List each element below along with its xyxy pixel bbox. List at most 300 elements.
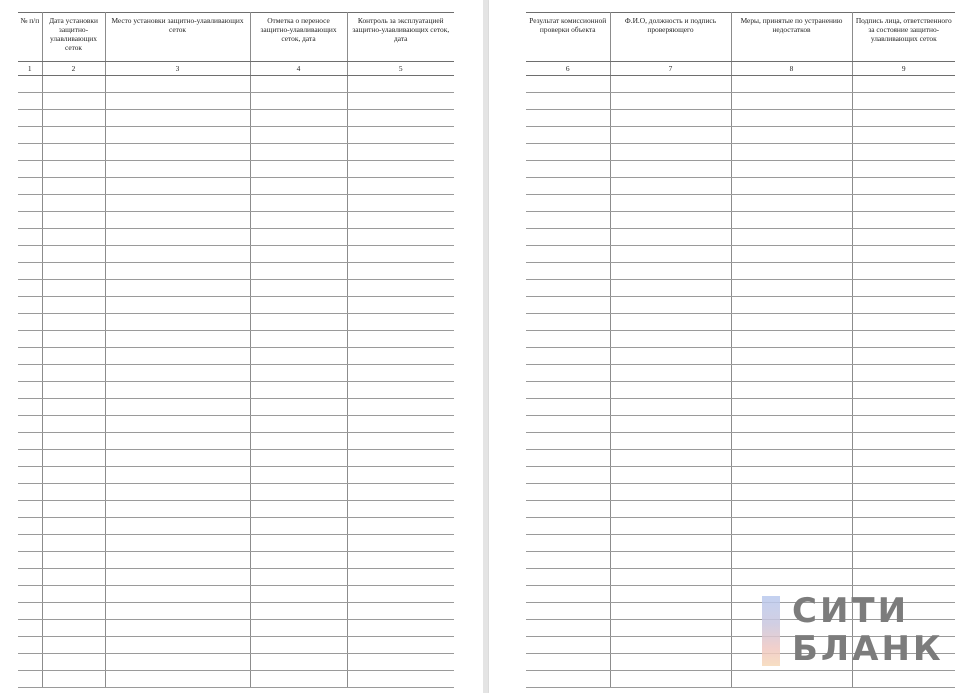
table-cell[interactable] [610, 399, 731, 416]
table-cell[interactable] [18, 535, 42, 552]
table-cell[interactable] [610, 263, 731, 280]
table-cell[interactable] [105, 654, 250, 671]
table-cell[interactable] [18, 467, 42, 484]
table-cell[interactable] [852, 467, 955, 484]
table-cell[interactable] [42, 399, 105, 416]
table-cell[interactable] [526, 93, 610, 110]
table-cell[interactable] [18, 382, 42, 399]
table-cell[interactable] [18, 671, 42, 688]
table-cell[interactable] [105, 93, 250, 110]
table-cell[interactable] [610, 314, 731, 331]
table-cell[interactable] [731, 518, 852, 535]
table-cell[interactable] [105, 297, 250, 314]
table-cell[interactable] [610, 467, 731, 484]
table-cell[interactable] [852, 433, 955, 450]
table-cell[interactable] [250, 603, 347, 620]
table-cell[interactable] [610, 76, 731, 93]
table-cell[interactable] [105, 246, 250, 263]
table-cell[interactable] [347, 501, 454, 518]
table-cell[interactable] [610, 229, 731, 246]
table-cell[interactable] [250, 212, 347, 229]
table-cell[interactable] [105, 348, 250, 365]
table-cell[interactable] [610, 450, 731, 467]
table-cell[interactable] [526, 620, 610, 637]
table-cell[interactable] [18, 654, 42, 671]
table-cell[interactable] [731, 297, 852, 314]
table-cell[interactable] [610, 552, 731, 569]
table-cell[interactable] [250, 144, 347, 161]
table-cell[interactable] [105, 433, 250, 450]
table-cell[interactable] [852, 382, 955, 399]
table-cell[interactable] [526, 365, 610, 382]
table-cell[interactable] [250, 416, 347, 433]
table-cell[interactable] [42, 620, 105, 637]
table-cell[interactable] [610, 501, 731, 518]
table-cell[interactable] [42, 280, 105, 297]
table-cell[interactable] [347, 467, 454, 484]
table-cell[interactable] [42, 603, 105, 620]
table-cell[interactable] [852, 246, 955, 263]
table-cell[interactable] [852, 671, 955, 688]
table-cell[interactable] [852, 450, 955, 467]
table-cell[interactable] [250, 178, 347, 195]
table-cell[interactable] [347, 637, 454, 654]
table-cell[interactable] [250, 229, 347, 246]
table-cell[interactable] [105, 110, 250, 127]
table-cell[interactable] [526, 127, 610, 144]
table-cell[interactable] [347, 399, 454, 416]
table-cell[interactable] [42, 671, 105, 688]
table-cell[interactable] [18, 552, 42, 569]
table-cell[interactable] [250, 127, 347, 144]
table-cell[interactable] [526, 433, 610, 450]
table-cell[interactable] [347, 654, 454, 671]
table-cell[interactable] [731, 348, 852, 365]
table-cell[interactable] [526, 654, 610, 671]
table-cell[interactable] [347, 365, 454, 382]
table-cell[interactable] [18, 518, 42, 535]
table-cell[interactable] [42, 178, 105, 195]
table-cell[interactable] [250, 586, 347, 603]
table-cell[interactable] [852, 76, 955, 93]
table-cell[interactable] [250, 569, 347, 586]
table-cell[interactable] [610, 518, 731, 535]
table-cell[interactable] [852, 297, 955, 314]
table-cell[interactable] [526, 501, 610, 518]
table-cell[interactable] [42, 348, 105, 365]
table-cell[interactable] [42, 382, 105, 399]
table-cell[interactable] [526, 212, 610, 229]
table-cell[interactable] [852, 93, 955, 110]
table-cell[interactable] [250, 382, 347, 399]
table-cell[interactable] [105, 569, 250, 586]
table-cell[interactable] [347, 76, 454, 93]
table-cell[interactable] [610, 161, 731, 178]
table-cell[interactable] [610, 178, 731, 195]
table-cell[interactable] [105, 484, 250, 501]
table-cell[interactable] [250, 501, 347, 518]
table-cell[interactable] [610, 331, 731, 348]
table-cell[interactable] [42, 161, 105, 178]
table-cell[interactable] [526, 467, 610, 484]
table-cell[interactable] [42, 212, 105, 229]
table-cell[interactable] [526, 280, 610, 297]
table-cell[interactable] [42, 450, 105, 467]
table-cell[interactable] [731, 314, 852, 331]
table-cell[interactable] [852, 229, 955, 246]
table-cell[interactable] [610, 586, 731, 603]
table-cell[interactable] [852, 178, 955, 195]
table-cell[interactable] [610, 654, 731, 671]
table-cell[interactable] [526, 178, 610, 195]
table-cell[interactable] [105, 382, 250, 399]
table-cell[interactable] [250, 280, 347, 297]
table-cell[interactable] [105, 399, 250, 416]
table-cell[interactable] [731, 416, 852, 433]
table-cell[interactable] [18, 501, 42, 518]
table-cell[interactable] [42, 76, 105, 93]
table-cell[interactable] [526, 535, 610, 552]
table-cell[interactable] [852, 110, 955, 127]
table-cell[interactable] [526, 552, 610, 569]
table-cell[interactable] [526, 331, 610, 348]
table-cell[interactable] [347, 433, 454, 450]
table-cell[interactable] [731, 212, 852, 229]
table-cell[interactable] [18, 195, 42, 212]
table-cell[interactable] [250, 433, 347, 450]
table-cell[interactable] [18, 212, 42, 229]
table-cell[interactable] [610, 382, 731, 399]
table-cell[interactable] [105, 603, 250, 620]
table-cell[interactable] [18, 450, 42, 467]
table-cell[interactable] [852, 161, 955, 178]
table-cell[interactable] [852, 399, 955, 416]
table-cell[interactable] [526, 314, 610, 331]
table-cell[interactable] [42, 535, 105, 552]
table-cell[interactable] [42, 552, 105, 569]
table-cell[interactable] [610, 280, 731, 297]
table-cell[interactable] [526, 110, 610, 127]
table-cell[interactable] [852, 348, 955, 365]
table-cell[interactable] [18, 280, 42, 297]
table-cell[interactable] [610, 93, 731, 110]
table-cell[interactable] [250, 467, 347, 484]
table-cell[interactable] [18, 348, 42, 365]
table-cell[interactable] [250, 620, 347, 637]
table-cell[interactable] [105, 518, 250, 535]
table-cell[interactable] [526, 297, 610, 314]
table-cell[interactable] [731, 450, 852, 467]
table-cell[interactable] [42, 263, 105, 280]
table-cell[interactable] [250, 671, 347, 688]
table-cell[interactable] [852, 484, 955, 501]
table-cell[interactable] [610, 195, 731, 212]
table-cell[interactable] [526, 161, 610, 178]
table-cell[interactable] [105, 450, 250, 467]
table-cell[interactable] [42, 93, 105, 110]
table-cell[interactable] [610, 671, 731, 688]
table-cell[interactable] [731, 365, 852, 382]
table-cell[interactable] [105, 331, 250, 348]
table-cell[interactable] [610, 127, 731, 144]
table-cell[interactable] [347, 178, 454, 195]
table-cell[interactable] [18, 178, 42, 195]
table-cell[interactable] [852, 280, 955, 297]
table-cell[interactable] [18, 246, 42, 263]
table-cell[interactable] [250, 297, 347, 314]
table-cell[interactable] [347, 161, 454, 178]
table-cell[interactable] [18, 314, 42, 331]
table-cell[interactable] [250, 399, 347, 416]
table-cell[interactable] [18, 331, 42, 348]
table-cell[interactable] [42, 229, 105, 246]
table-cell[interactable] [18, 297, 42, 314]
table-cell[interactable] [42, 484, 105, 501]
table-cell[interactable] [105, 620, 250, 637]
table-cell[interactable] [610, 297, 731, 314]
table-cell[interactable] [347, 518, 454, 535]
table-cell[interactable] [731, 552, 852, 569]
table-cell[interactable] [250, 246, 347, 263]
table-cell[interactable] [42, 586, 105, 603]
table-cell[interactable] [347, 620, 454, 637]
table-cell[interactable] [105, 76, 250, 93]
table-cell[interactable] [250, 314, 347, 331]
table-cell[interactable] [731, 246, 852, 263]
table-cell[interactable] [347, 263, 454, 280]
table-cell[interactable] [852, 501, 955, 518]
table-cell[interactable] [526, 450, 610, 467]
table-cell[interactable] [526, 76, 610, 93]
table-cell[interactable] [731, 501, 852, 518]
table-cell[interactable] [731, 671, 852, 688]
table-cell[interactable] [610, 348, 731, 365]
table-cell[interactable] [347, 314, 454, 331]
table-cell[interactable] [347, 569, 454, 586]
table-cell[interactable] [852, 518, 955, 535]
table-cell[interactable] [18, 93, 42, 110]
table-cell[interactable] [610, 535, 731, 552]
table-cell[interactable] [105, 178, 250, 195]
table-cell[interactable] [42, 433, 105, 450]
table-cell[interactable] [105, 535, 250, 552]
table-cell[interactable] [526, 637, 610, 654]
table-cell[interactable] [347, 382, 454, 399]
table-cell[interactable] [610, 569, 731, 586]
table-cell[interactable] [18, 161, 42, 178]
table-cell[interactable] [852, 552, 955, 569]
table-cell[interactable] [731, 93, 852, 110]
table-cell[interactable] [731, 569, 852, 586]
table-cell[interactable] [852, 127, 955, 144]
table-cell[interactable] [347, 552, 454, 569]
table-cell[interactable] [526, 399, 610, 416]
table-cell[interactable] [250, 348, 347, 365]
table-cell[interactable] [250, 161, 347, 178]
table-cell[interactable] [347, 586, 454, 603]
table-cell[interactable] [250, 110, 347, 127]
table-cell[interactable] [526, 484, 610, 501]
table-cell[interactable] [105, 365, 250, 382]
table-cell[interactable] [250, 450, 347, 467]
table-cell[interactable] [731, 178, 852, 195]
table-cell[interactable] [105, 280, 250, 297]
table-cell[interactable] [18, 620, 42, 637]
table-cell[interactable] [526, 416, 610, 433]
table-cell[interactable] [42, 331, 105, 348]
table-cell[interactable] [105, 671, 250, 688]
table-cell[interactable] [731, 535, 852, 552]
table-cell[interactable] [731, 161, 852, 178]
table-cell[interactable] [250, 263, 347, 280]
table-cell[interactable] [18, 433, 42, 450]
table-cell[interactable] [250, 365, 347, 382]
table-cell[interactable] [42, 365, 105, 382]
table-cell[interactable] [526, 382, 610, 399]
table-cell[interactable] [526, 144, 610, 161]
table-cell[interactable] [610, 433, 731, 450]
table-cell[interactable] [610, 416, 731, 433]
table-cell[interactable] [347, 280, 454, 297]
table-cell[interactable] [105, 467, 250, 484]
table-cell[interactable] [731, 399, 852, 416]
table-cell[interactable] [731, 144, 852, 161]
table-cell[interactable] [18, 365, 42, 382]
table-cell[interactable] [526, 586, 610, 603]
table-cell[interactable] [42, 637, 105, 654]
table-cell[interactable] [42, 518, 105, 535]
table-cell[interactable] [347, 144, 454, 161]
table-cell[interactable] [731, 484, 852, 501]
table-cell[interactable] [105, 637, 250, 654]
table-cell[interactable] [852, 314, 955, 331]
table-cell[interactable] [852, 365, 955, 382]
table-cell[interactable] [610, 212, 731, 229]
table-cell[interactable] [18, 399, 42, 416]
table-cell[interactable] [610, 620, 731, 637]
table-cell[interactable] [42, 569, 105, 586]
table-cell[interactable] [610, 110, 731, 127]
table-cell[interactable] [852, 144, 955, 161]
table-cell[interactable] [250, 331, 347, 348]
table-cell[interactable] [42, 144, 105, 161]
table-cell[interactable] [250, 654, 347, 671]
table-cell[interactable] [18, 484, 42, 501]
table-cell[interactable] [250, 195, 347, 212]
table-cell[interactable] [250, 518, 347, 535]
table-cell[interactable] [731, 76, 852, 93]
table-cell[interactable] [105, 263, 250, 280]
table-cell[interactable] [731, 195, 852, 212]
table-cell[interactable] [105, 161, 250, 178]
table-cell[interactable] [18, 76, 42, 93]
table-cell[interactable] [347, 348, 454, 365]
table-cell[interactable] [42, 501, 105, 518]
table-cell[interactable] [610, 365, 731, 382]
table-cell[interactable] [250, 76, 347, 93]
table-cell[interactable] [526, 246, 610, 263]
table-cell[interactable] [347, 93, 454, 110]
table-cell[interactable] [347, 484, 454, 501]
table-cell[interactable] [731, 263, 852, 280]
table-cell[interactable] [731, 467, 852, 484]
table-cell[interactable] [42, 297, 105, 314]
table-cell[interactable] [18, 416, 42, 433]
table-cell[interactable] [347, 331, 454, 348]
table-cell[interactable] [42, 314, 105, 331]
table-cell[interactable] [852, 569, 955, 586]
table-cell[interactable] [526, 195, 610, 212]
table-cell[interactable] [105, 229, 250, 246]
table-cell[interactable] [347, 246, 454, 263]
table-cell[interactable] [731, 229, 852, 246]
table-cell[interactable] [731, 110, 852, 127]
table-cell[interactable] [347, 671, 454, 688]
table-cell[interactable] [18, 144, 42, 161]
table-cell[interactable] [526, 518, 610, 535]
table-cell[interactable] [610, 637, 731, 654]
table-cell[interactable] [852, 331, 955, 348]
table-cell[interactable] [731, 331, 852, 348]
table-cell[interactable] [610, 144, 731, 161]
table-cell[interactable] [731, 127, 852, 144]
table-cell[interactable] [42, 654, 105, 671]
table-cell[interactable] [610, 484, 731, 501]
table-cell[interactable] [42, 127, 105, 144]
table-cell[interactable] [105, 552, 250, 569]
table-cell[interactable] [731, 280, 852, 297]
table-cell[interactable] [347, 229, 454, 246]
table-cell[interactable] [731, 433, 852, 450]
table-cell[interactable] [105, 195, 250, 212]
table-cell[interactable] [105, 212, 250, 229]
table-cell[interactable] [250, 535, 347, 552]
table-cell[interactable] [18, 110, 42, 127]
table-cell[interactable] [18, 263, 42, 280]
table-cell[interactable] [526, 603, 610, 620]
table-cell[interactable] [852, 263, 955, 280]
table-cell[interactable] [610, 603, 731, 620]
table-cell[interactable] [526, 263, 610, 280]
table-cell[interactable] [42, 246, 105, 263]
table-cell[interactable] [18, 569, 42, 586]
table-cell[interactable] [42, 110, 105, 127]
table-cell[interactable] [347, 297, 454, 314]
table-cell[interactable] [18, 637, 42, 654]
table-cell[interactable] [852, 195, 955, 212]
table-cell[interactable] [250, 637, 347, 654]
table-cell[interactable] [250, 552, 347, 569]
table-cell[interactable] [105, 416, 250, 433]
table-cell[interactable] [347, 603, 454, 620]
table-cell[interactable] [526, 348, 610, 365]
table-cell[interactable] [105, 586, 250, 603]
table-cell[interactable] [347, 535, 454, 552]
table-cell[interactable] [852, 212, 955, 229]
table-cell[interactable] [42, 416, 105, 433]
table-cell[interactable] [105, 144, 250, 161]
table-cell[interactable] [852, 416, 955, 433]
table-cell[interactable] [18, 586, 42, 603]
table-cell[interactable] [347, 195, 454, 212]
table-cell[interactable] [105, 501, 250, 518]
table-cell[interactable] [250, 93, 347, 110]
table-cell[interactable] [526, 569, 610, 586]
table-cell[interactable] [731, 382, 852, 399]
table-cell[interactable] [18, 229, 42, 246]
table-cell[interactable] [18, 127, 42, 144]
table-cell[interactable] [347, 110, 454, 127]
